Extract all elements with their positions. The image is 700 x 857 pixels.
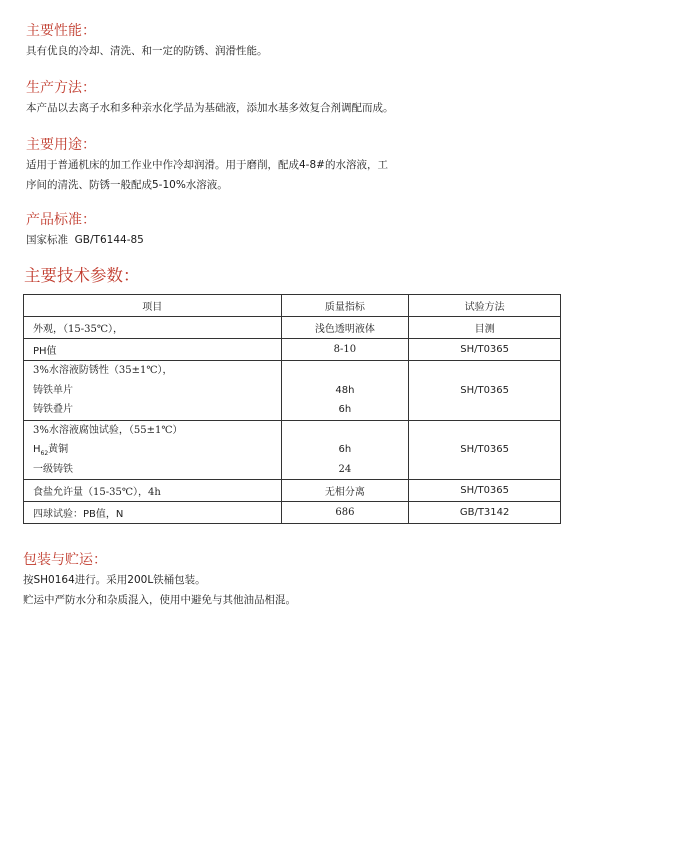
- header-quality: 质量指标: [281, 295, 409, 317]
- salt-value: 无相分离: [281, 480, 409, 502]
- params-title: 主要技术参数：: [24, 266, 140, 285]
- params-table: [23, 294, 561, 524]
- production-title: 生产方法：: [26, 80, 96, 96]
- standard-section: [26, 211, 666, 250]
- packaging-text: [23, 571, 663, 610]
- production-section: [26, 79, 666, 118]
- salt-item: 食盐允许量（15-35℃），4h: [24, 480, 282, 502]
- standard-text: 国家标准 GB/T6144-85: [26, 234, 144, 246]
- packaging-line-2: 贮运中严防水分和杂质混入，使用中避免与其他油品相混。: [23, 593, 296, 606]
- corrosion-item-line-3: 一级铸铁: [33, 463, 73, 475]
- fourball-value: 686: [281, 502, 409, 524]
- usage-title: 主要用途：: [26, 137, 96, 153]
- rust-value-line-2: 48h: [335, 384, 355, 396]
- appearance-value: 浅色透明液体: [281, 317, 409, 339]
- production-text: 本产品以去离子水和多种亲水化学品为基础液，添加水基多效复合剂调配而成。: [26, 102, 394, 114]
- rust-value-line-1: [282, 361, 409, 381]
- rust-value: [281, 361, 409, 421]
- usage-text: [26, 156, 666, 195]
- performance-text: 具有优良的冷却、清洗、和一定的防锈、润滑性能。: [26, 45, 268, 57]
- rust-item-line-3: 铸铁叠片: [33, 404, 73, 415]
- packaging-title: 包装与贮运：: [23, 552, 107, 568]
- rust-item-line-2: 铸铁单片: [33, 384, 73, 396]
- corrosion-h-label: H: [33, 444, 41, 455]
- salt-method: SH/T0365: [409, 480, 561, 502]
- corrosion-value: [281, 420, 409, 480]
- appearance-item: 外观，（15-35℃），: [24, 317, 282, 339]
- table-row-rust: [24, 361, 561, 421]
- corrosion-value-line-2: 6h: [338, 444, 352, 455]
- corrosion-value-line-3: 24: [338, 463, 352, 475]
- ph-method: SH/T0365: [409, 339, 561, 361]
- table-row-ph: [24, 339, 561, 361]
- corrosion-brass-label: 黄铜: [48, 444, 69, 455]
- corrosion-h-subscript: 62: [40, 450, 49, 457]
- rust-item-line-1: 3%水溶液防锈性（35±1℃），: [33, 365, 173, 376]
- header-item: 项目: [24, 295, 282, 317]
- performance-title: 主要性能：: [26, 23, 96, 39]
- table-row-appearance: [24, 317, 561, 339]
- corrosion-item-line-2: [33, 440, 281, 460]
- rust-method: SH/T0365: [409, 361, 561, 421]
- packaging-line-1: 按SH0164进行。采用200L铁桶包装。: [23, 574, 206, 586]
- usage-section: [26, 136, 666, 195]
- rust-value-line-3: 6h: [338, 404, 352, 415]
- table-row-salt: [24, 480, 561, 502]
- table-row-fourball: [24, 502, 561, 524]
- usage-text-line-2: 序间的清洗、防锈一般配成5-10%水溶液。: [26, 178, 228, 191]
- rust-item: [24, 361, 282, 421]
- standard-title: 产品标准：: [26, 212, 96, 228]
- corrosion-item: [24, 420, 282, 480]
- performance-section: [26, 22, 666, 61]
- usage-text-line-1: 适用于普通机床的加工作业中作冷却润滑。用于磨削，配成4-8#的水溶液，工: [26, 159, 388, 171]
- ph-item: PH值: [24, 339, 282, 361]
- fourball-method: GB/T3142: [409, 502, 561, 524]
- table-header-row: [24, 295, 561, 317]
- fourball-item: 四球试验：PB值，N: [24, 502, 282, 524]
- packaging-section: [23, 551, 663, 610]
- table-row-corrosion: [24, 420, 561, 480]
- corrosion-item-line-1: 3%水溶液腐蚀试验，（55±1℃）: [33, 424, 183, 436]
- ph-value: 8-10: [281, 339, 409, 361]
- corrosion-value-line-1: [282, 421, 409, 441]
- appearance-method: 目测: [409, 317, 561, 339]
- header-method: 试验方法: [409, 295, 561, 317]
- corrosion-method: SH/T0365: [409, 420, 561, 480]
